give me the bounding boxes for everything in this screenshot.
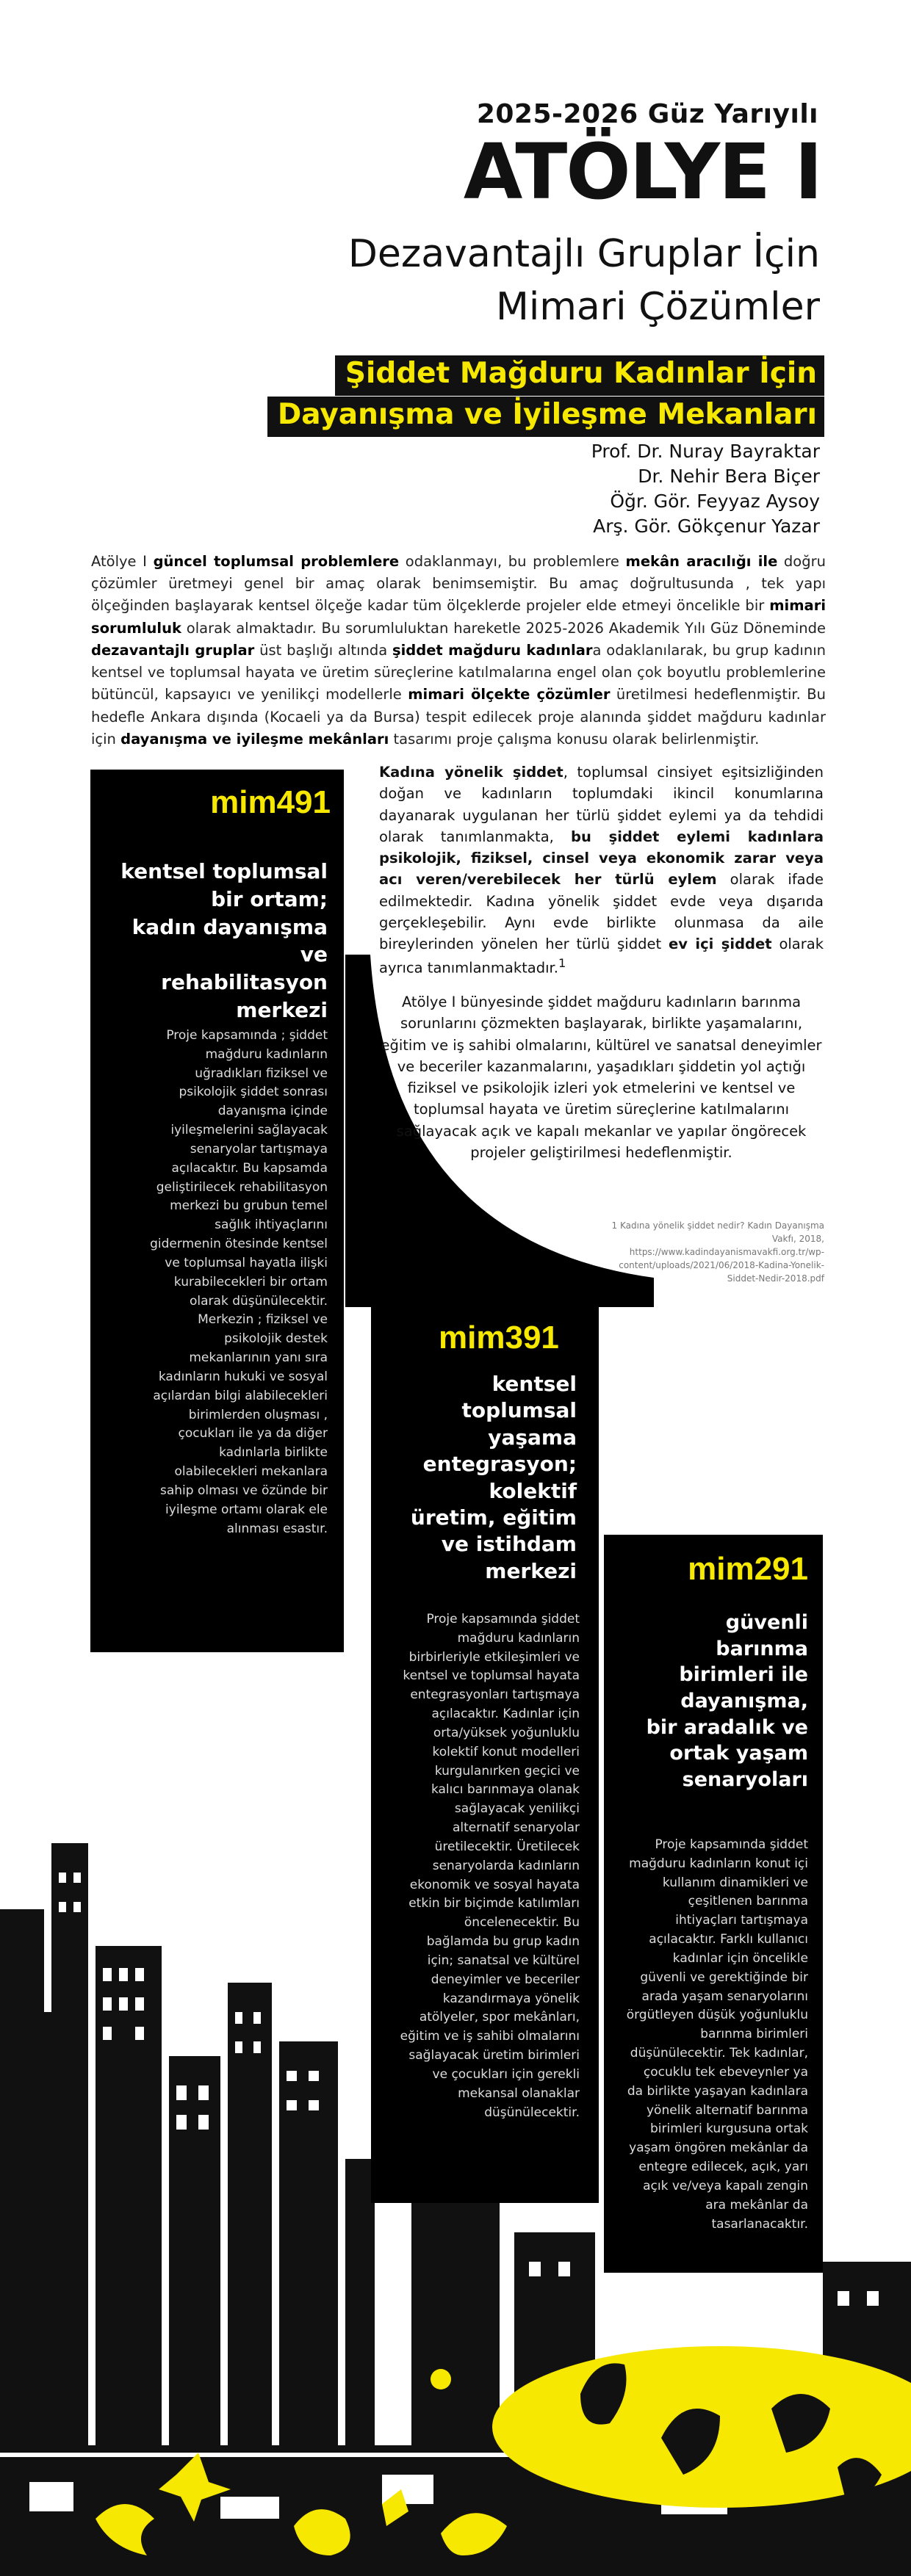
author-2: Dr. Nehir Bera Biçer <box>638 466 820 487</box>
panel-body: Proje kapsamında ; şiddet mağduru kadınların uğradıkları fiziksel ve psikolojik şiddet sonrası dayanışma içinde iyileşmelerini sağlayacak senaryolar tartışmaya açılacaktır. Bu kapsamda geliştirilecek rehabilitasyon merkezi bu grubun temel sağlık ihtiyaçlarını gidermenin ötesinde kentsel ve toplumsal hayatla ilişki kurabilecekleri bir ortam olarak düşünülecektir. Merkezin ; fiziksel ve psikolojik destek mekanlarının yanı sıra kadınların hukuki ve sosyal açılardan bilgi alabilecekleri birimlerden oluşması , çocukları ile ya da diğer kadınlarla birlikte olabilecekleri mekanlara sahip olması ve özünde bir iyileşme ortamı olarak ele alınması esastır. <box>150 1028 328 1536</box>
highlight-line-2: Dayanışma ve İyileşme Mekanları <box>267 397 824 437</box>
panel-body: Proje kapsamında şiddet mağduru kadınların konut içi kullanım dinamikleri ve çeşitlenen barınma ihtiyaçları tartışmaya açılacaktır. Farklı kullanıcı kadınlar için öncelikle güvenli ve gerektiğinde bir arada yaşam senaryolarını örgütleyen düşük yoğunluklu barınma birimleri düşünülecektir. Tek kadınlar, çocuklu tek ebeveynler ya da birlikte yaşayan kadınlara yönelik alternatif barınma birimleri kurgusuna ortak yaşam öngören mekânlar da entegre edilecek, açık, yarı açık ve/veya kapalı zengin ara mekânlar da tasarlanacaktır. <box>626 1837 808 2232</box>
definition-paragraph: Kadına yönelik şiddet, toplumsal cinsiyet eşitsizliğinden doğan ve kadınların toplumdaki ikincil konumlarına dayanarak uygulanan her türlü şiddet eylemi ya da tehdidi olarak tanımlanmakta, bu şiddet eylemi kadınlara psikolojik, fiziksel, cinsel veya ekonomik zarar veya acı veren/verebilecek her türlü eylem olarak ifade edilmektedir. Kadına yönelik şiddet evde veya dışarıda gerçekleşebilir. Aynı evde birlikte olunmasa da aile bireylerinden yönelen her türlü şiddet ev içi şiddet olarak ayrıca tanımlanmaktadır.$^1$ <box>379 764 824 977</box>
workshop-goal-paragraph: Atölye I bünyesinde şiddet mağduru kadınların barınma sorunlarını çözmekten başlayarak, birlikte yaşamalarını, eğitim ve iş sahibi olmalarını, kültürel ve sanatsal deneyimler ve beceriler kazanmalarını, yaşadıkları şiddetin yol açtığı fiziksel ve psikolojik izleri yok etmelerini ve kentsel ve toplumsal hayata ve üretim süreçlerine katılmalarını sağlayacak açık ve kapalı mekanlar ve yapılar öngörecek projeler geliştirilmesi hedeflenmiştir. <box>381 994 822 1161</box>
subtitle-line-1: Dezavantajlı Gruplar İçin <box>348 232 820 276</box>
semester-label: 2025-2026 Güz Yarıyılı <box>476 99 818 129</box>
course-code: mim391 <box>439 1320 559 1356</box>
author-4: Arş. Gör. Gökçenur Yazar <box>593 515 820 537</box>
panel-mim291 <box>604 1535 823 2273</box>
author-1: Prof. Dr. Nuray Bayraktar <box>591 441 820 462</box>
panel-mim391 <box>371 1303 599 2203</box>
author-3: Öğr. Gör. Feyyaz Aysoy <box>610 491 820 512</box>
panel-body: Proje kapsamında şiddet mağduru kadınların birbirleriyle etkileşimleri ve kentsel ve toplumsal hayata entegrasyonları tartışmaya açılacaktır. Kadınlar için orta/yüksek yoğunluklu kolektif konut modelleri kurgulanırken geçici ve kalıcı barınmaya olanak sağlayacak yenilikçi alternatif senaryolar üretilecektir. Üretilecek senaryolarda kadınların ekonomik ve sosyal hayata etkin bir biçimde katılımları öncelenecektir. Bu bağlamda bu grup kadın için; sanatsal ve kültürel deneyimler ve beceriler kazandırmaya yönelik atölyeler, spor mekânları, eğitim ve iş sahibi olmalarını sağlayacak üretim birimleri ve çocukları için gerekli mekansal olanaklar düşünülecektir. <box>400 1612 580 2120</box>
intro-paragraph: Atölye I güncel toplumsal problemlere odaklanmayı, bu problemlere mekân aracılığı ile doğru çözümler üretmeyi genel bir amaç olarak benimsemiştir. Bu amaç doğrultusunda , tek yapı ölçeğinden başlayarak kentsel ölçeğe kadar tüm ölçeklerde projeler elde etmeyi öncelikle bir mimari sorumluluk olarak almaktadır. Bu sorumluluktan hareketle 2025-2026 Akademik Yılı Güz Döneminde dezavantajlı gruplar üst başlığı altında şiddet mağduru kadınlara odaklanılarak, bu grup kadının kentsel ve toplumsal hayata ve üretim süreçlerine katılmalarına engel olan çok boyutlu problemlerine bütüncül, kapsayıcı ve yenilikçi modellerle mimari ölçekte çözümler üretilmesi hedeflenmiştir. Bu hedefle Ankara dışında (Kocaeli ya da Bursa) tespit edilecek proje alanında şiddet mağduru kadınlar için dayanışma ve iyileşme mekânları tasarımı proje çalışma konusu olarak belirlenmiştir. <box>91 553 826 748</box>
highlight-line-1: Şiddet Mağduru Kadınlar İçin <box>335 355 824 396</box>
panel-title: kentsel toplumsal yaşama entegrasyon; kolektif üretim, eğitim ve istihdam merkezi <box>410 1372 577 1583</box>
course-code: mim491 <box>210 784 331 820</box>
panel-mim491 <box>90 770 344 1652</box>
panel-title: kentsel toplumsal bir ortam; kadın dayanışma ve rehabilitasyon merkezi <box>120 859 328 1022</box>
page-title: ATÖLYE I <box>463 127 821 217</box>
subtitle-line-2: Mimari Çözümler <box>495 285 820 329</box>
panel-title: güvenli barınma birimleri ile dayanışma, bir aradalık ve ortak yaşam senaryoları <box>646 1611 808 1791</box>
course-code: mim291 <box>688 1551 808 1587</box>
footnote: 1 Kadına yönelik şiddet nedir? Kadın Dayanışma Vakfı, 2018, https://www.kadindayanismavakfi.org.tr/wp-content/uploads/2021/06/2018-Kadina-Yonelik-Siddet-Nedir-2018.pdf <box>611 1220 824 1284</box>
